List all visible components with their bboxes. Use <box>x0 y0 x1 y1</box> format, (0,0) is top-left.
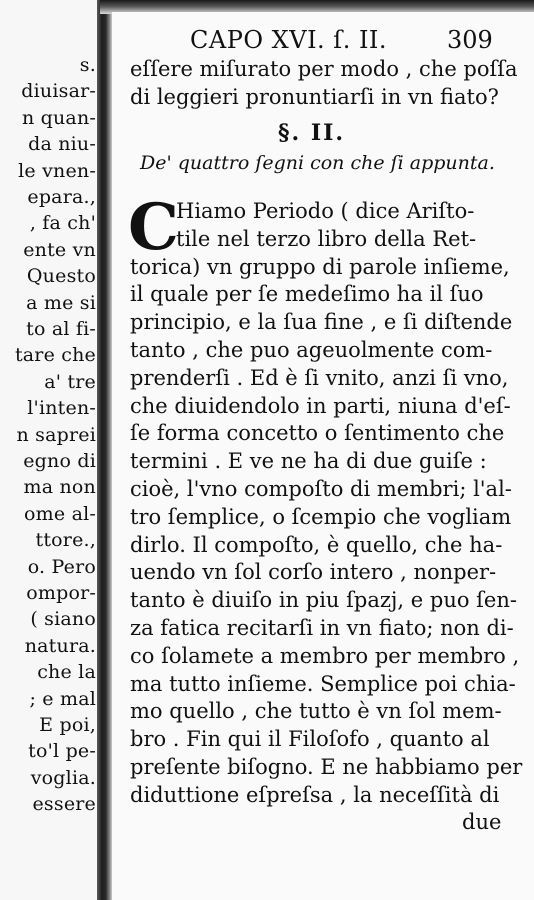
left-page-line: ma non <box>23 476 96 499</box>
body-line: dirlo. Il compoſto, è quello, che ha- <box>130 532 503 557</box>
body-line: co ſolamete a membro per membro , <box>130 643 520 668</box>
left-page-line: l'inten- <box>27 397 96 420</box>
body-line: tanto è diuiſo in piu ſpazj, e puo ſen- <box>130 588 517 613</box>
left-page-line: ome al- <box>24 502 96 525</box>
left-page-line: tare che <box>14 344 96 367</box>
left-page-line: Questo <box>26 265 96 288</box>
body-line: ſe forma concetto o ſentimento che <box>130 421 505 446</box>
section-subtitle: De' quattro ſegni con che ſi appunta. <box>140 152 495 174</box>
page-number: 309 <box>447 26 493 54</box>
body-line: prenderſi . Ed è ſi vnito, anzi ſi vno, <box>130 365 509 390</box>
left-page-line: le vnen- <box>18 159 96 182</box>
left-page-line: s. <box>79 54 96 76</box>
book-gutter-shadow <box>97 0 113 900</box>
running-head: CAPO XVI. ſ. II. <box>190 26 388 54</box>
body-line: che diuidendolo in parti, niuna d'eſ- <box>130 393 511 418</box>
body-line: za fatica recitarſi in vn fiato; non di- <box>130 616 514 640</box>
left-page-line: ompor- <box>26 582 96 604</box>
section-heading: §. II. <box>278 120 346 146</box>
left-page-line: da niu- <box>28 133 96 156</box>
body-line: cioè, l'vno compoſto di membri; l'al- <box>130 477 512 501</box>
left-page-line: a' tre <box>44 370 96 393</box>
left-page-line: egno di <box>23 450 96 472</box>
body-line: tro ſemplice, o ſcempio che vogliam <box>130 504 512 529</box>
left-facing-page <box>0 0 100 900</box>
left-page-line: ttore., <box>35 529 96 552</box>
body-line: tanto , che puo ageuolmente com- <box>130 338 493 362</box>
left-page-line: che la <box>37 661 96 684</box>
left-page-line: diuisar- <box>21 80 96 103</box>
body-line: il quale per ſe medeſimo ha il ſuo <box>130 282 484 307</box>
left-page-line: ente vn <box>23 238 96 261</box>
body-line: uendo vn ſol corſo intero , nonper- <box>130 560 497 585</box>
drop-cap-initial: C <box>128 190 179 265</box>
body-line: principio, e la ſua fine , e ſi diſtende <box>130 310 513 335</box>
left-page-line: ; e mal <box>29 687 96 710</box>
body-line: mo quello , che tutto è vn ſol mem- <box>130 699 502 724</box>
body-line: diduttione eſpreſsa , la neceſſità di <box>130 782 500 807</box>
body-line: ma tutto inſieme. Semplice poi chia- <box>130 671 516 696</box>
opening-line: di leggieri pronuntiarſi in vn fiato? <box>130 85 499 109</box>
body-line: torica) vn gruppo di parole inſieme, <box>130 254 510 279</box>
left-page-line: natura. <box>24 634 96 657</box>
catchword: due <box>462 810 502 834</box>
body-line: tile nel terzo libro della Ret- <box>176 226 477 251</box>
left-page-line: to'l pe- <box>28 740 96 763</box>
body-line: termini . E ve ne ha di due guiſe : <box>130 449 487 474</box>
left-page-line: , fa ch' <box>29 212 96 235</box>
left-page-line: to al fi- <box>26 318 96 340</box>
left-page-line: voglia. <box>30 766 96 789</box>
body-line: preſente biſogno. E ne habbiamo per <box>130 755 523 779</box>
opening-line: eſſere miſurato per modo , che poſſa <box>130 57 518 81</box>
left-page-line: a me si <box>26 291 96 314</box>
left-page-line: n quan- <box>21 106 96 129</box>
left-page-line: E poi, <box>39 714 96 736</box>
left-page-line: essere <box>32 793 96 816</box>
left-page-line: ( siano <box>30 608 96 631</box>
left-page-line: o. Pero <box>27 555 96 578</box>
left-page-line: n saprei <box>16 423 96 446</box>
body-line: Hiamo Periodo ( dice Ariſto- <box>176 199 475 223</box>
body-line: bro . Fin qui il Filoſofo , quanto al <box>130 727 490 752</box>
left-page-line: epara., <box>27 186 96 208</box>
